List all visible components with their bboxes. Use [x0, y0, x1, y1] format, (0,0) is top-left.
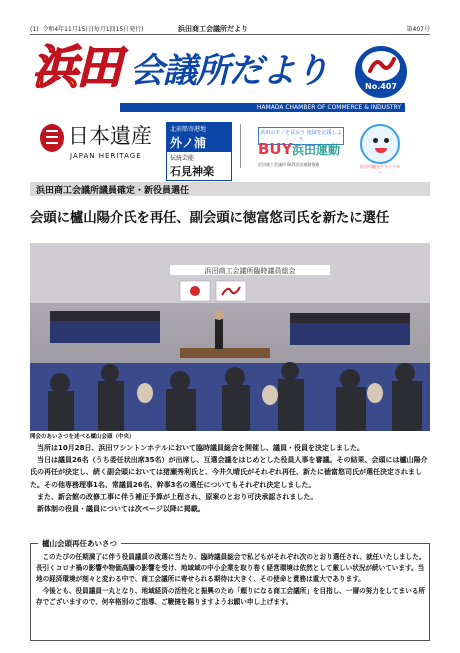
greeting-title: 櫨山会頭再任あいさつ [38, 538, 121, 549]
body-paragraph: また、新会館の改修工事に伴う補正予算が上程され、原案のとおり可決承認されました。 [37, 492, 318, 501]
body-paragraph: 当所は10月28日、浜田ワシントンホテルにおいて臨時議員総会を開催し、議員・役員を決定しました。 [37, 444, 364, 452]
greeting-paragraph: このたびの任期満了に伴う役員議員の改選に当たり、臨時議員総会で私どもがそれぞれ次のとおり選任され、就任いたしました。長引くコロナ禍の影響や物価高騰の影響を受け、地域域の中小企業を取り巻く経営環境は依然として厳しい状況が続いています。当地の経済環境が刻々と変わる中で、商工会議所に寄せられる期待は大きく、その使命と責務は重大であります。 [36, 553, 426, 584]
tonoura-line3: 伝統芸能 [170, 155, 195, 162]
japan-heritage-icon [40, 124, 64, 152]
buy-hamada-note: 浜田商工会議所 BUY浜田運動推進 [258, 162, 320, 167]
headline: 会頭に櫨山陽介氏を再任、副会頭に徳富悠司氏を新たに選任 [30, 210, 390, 226]
greeting-paragraph: 今後とも、役員議員一丸となり、地域経済の活性化と振興のため「頼りになる商工会議所」を目指し、一層の努力をしてまいる所存でございますので、何卒格別のご指導、ご鞭撻を賜りますようお願い申し上げます。 [36, 586, 426, 606]
tonoura-line4: 石見神楽 [170, 165, 214, 178]
tonoura-line2: 外ノ浦 [167, 134, 231, 152]
japan-heritage-english: JAPAN HERITAGE [70, 152, 142, 160]
mascot-label: 浜田市観光キャラクター [360, 164, 400, 175]
greeting-body [36, 552, 426, 608]
banner-divider [240, 124, 241, 168]
section-label: 浜田商工会議所議員確定・新役員選任 [36, 186, 190, 196]
japan-heritage-title: 日本遺産 [68, 124, 152, 148]
buy-hamada-sub: 浜田運動 [292, 143, 341, 157]
section-bar [30, 182, 430, 196]
meeting-photo [30, 243, 430, 431]
article-body [30, 442, 432, 515]
photo-caption: 開会のあいさつを述べる櫨山会頭（中央） [30, 434, 135, 440]
header-title: 浜田商工会議所だより [178, 25, 248, 33]
masthead-logo-kaigisho: 会議所だより [130, 51, 328, 91]
photo-banner-text: 浜田商工会議所臨時議員総会 [204, 267, 296, 275]
buy-hamada-tagline: 浜田のモノを買おう 地域を応援しよう [258, 127, 344, 145]
tonoura-logo [166, 122, 232, 181]
body-paragraph: 新体制の役員・議員については次ページ以降に掲載。 [37, 505, 205, 514]
issue-number: 第407号 [406, 26, 430, 33]
badge-number: No.407 [365, 82, 397, 91]
page-number: (1) 令和4年11月15日(毎月1回15日発行) [30, 26, 144, 33]
masthead-logo-hamada: 浜田 [32, 40, 120, 94]
english-name-bar: HAMADA CHAMBER OF COMMERCE & INDUSTRY [120, 103, 405, 112]
header-rule [30, 34, 430, 35]
issue-badge [355, 46, 407, 98]
mascot-icon [360, 124, 400, 164]
chamber-emblem-icon [362, 51, 400, 81]
tonoura-line1: 北前船寄港地 [167, 123, 231, 134]
buy-hamada-logo: BUY [258, 140, 293, 158]
body-paragraph: 当日は議員26名（うち委任状出席35名）が出席し、互選会議をはじめとした役員人事を審議。その結果、会頭には櫨山陽介氏の再任が決定し、続く副会頭においては猪瀬秀利氏と、今井久晴氏がそれぞれ再任、新たに徳富悠司氏が選任決定されました。その他専務理事1名、常議員26名、幹事3名の選任についてもそれぞれ決定しました。 [30, 456, 428, 489]
